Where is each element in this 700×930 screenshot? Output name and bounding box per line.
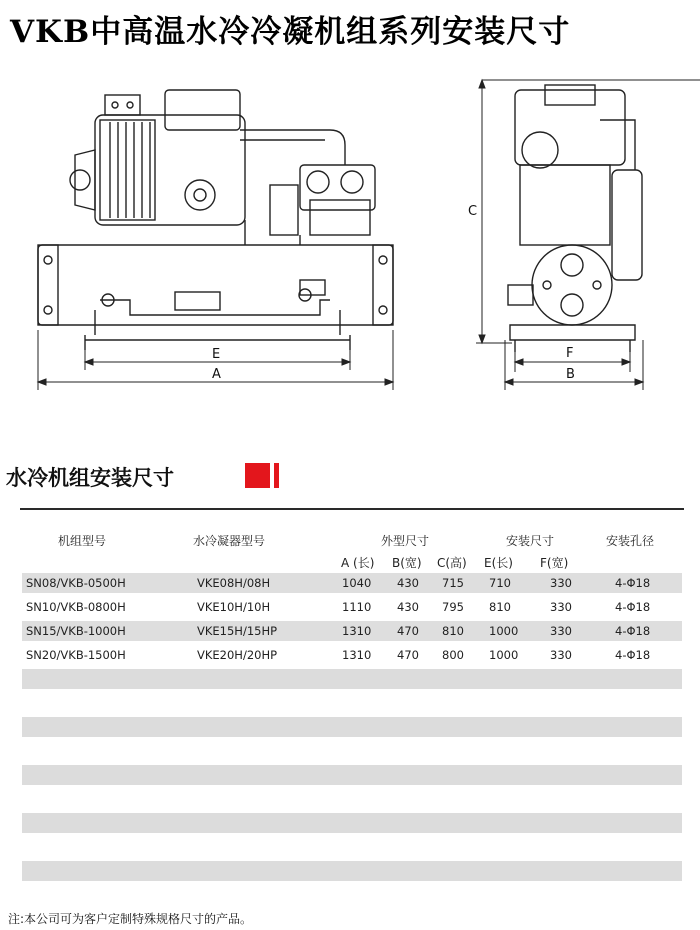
side-view-drawing <box>508 85 642 352</box>
table-row <box>22 573 682 593</box>
dim-f-label: F <box>566 346 574 361</box>
cell-condenser: VKE08H/08H <box>197 576 271 590</box>
cell-model: SN10/VKB-0800H <box>26 600 126 614</box>
table-row <box>22 645 682 665</box>
cell-f: 330 <box>550 600 572 614</box>
cell-e: 710 <box>489 576 511 590</box>
header-outer-size: 外型尺寸 <box>381 534 430 548</box>
empty-row <box>22 717 682 737</box>
red-marker-thin <box>274 463 279 488</box>
table-row <box>22 621 682 641</box>
subheader-c: C(高) <box>437 556 467 570</box>
cell-c: 800 <box>442 648 464 662</box>
cell-model: SN15/VKB-1000H <box>26 624 126 638</box>
cell-c: 715 <box>442 576 464 590</box>
cell-condenser: VKE20H/20HP <box>197 648 278 662</box>
footnote: 注:本公司可为客户定制特殊规格尺寸的产品。 <box>8 912 253 926</box>
cell-b: 430 <box>397 600 419 614</box>
cell-e: 1000 <box>489 648 519 662</box>
empty-row <box>22 861 682 881</box>
cell-b: 470 <box>397 648 419 662</box>
cell-model: SN20/VKB-1500H <box>26 648 126 662</box>
cell-condenser: VKE10H/10H <box>197 600 271 614</box>
section-title: 水冷机组安装尺寸 <box>6 466 174 490</box>
cell-hole: 4-Φ18 <box>615 600 651 614</box>
subheader-b: B(宽) <box>392 556 422 570</box>
cell-f: 330 <box>550 576 572 590</box>
cell-f: 330 <box>550 648 572 662</box>
cell-model: SN08/VKB-0500H <box>26 576 126 590</box>
cell-e: 1000 <box>489 624 519 638</box>
subheader-a: A (长) <box>341 556 375 570</box>
cell-a: 1310 <box>342 624 372 638</box>
cell-hole: 4-Φ18 <box>615 648 651 662</box>
header-model: 机组型号 <box>58 534 107 548</box>
header-hole: 安装孔径 <box>606 534 655 548</box>
subheader-f: F(宽) <box>540 556 569 570</box>
cell-e: 810 <box>489 600 511 614</box>
side-view-dimensions <box>476 80 700 390</box>
cell-hole: 4-Φ18 <box>615 576 651 590</box>
unit-drawings <box>0 60 700 410</box>
page-title: VKB中高温水冷冷凝机组系列安装尺寸 <box>10 14 571 50</box>
cell-b: 470 <box>397 624 419 638</box>
cell-a: 1110 <box>342 600 372 614</box>
header-install-size: 安装尺寸 <box>506 534 555 548</box>
cell-a: 1310 <box>342 648 372 662</box>
cell-hole: 4-Φ18 <box>615 624 651 638</box>
cell-c: 795 <box>442 600 464 614</box>
dim-b-label: B <box>566 367 575 382</box>
dim-a-label: A <box>212 367 221 382</box>
empty-row <box>22 765 682 785</box>
red-marker <box>245 463 270 488</box>
front-view-drawing <box>38 90 393 350</box>
cell-f: 330 <box>550 624 572 638</box>
dim-c-label: C <box>468 204 478 219</box>
empty-row <box>22 813 682 833</box>
subheader-e: E(长) <box>484 556 513 570</box>
dim-e-label: E <box>212 347 221 362</box>
empty-row <box>22 669 682 689</box>
cell-b: 430 <box>397 576 419 590</box>
cell-condenser: VKE15H/15HP <box>197 624 278 638</box>
section-divider <box>20 508 684 510</box>
cell-a: 1040 <box>342 576 372 590</box>
header-condenser: 水冷凝器型号 <box>193 534 266 548</box>
table-row <box>22 597 682 617</box>
cell-c: 810 <box>442 624 464 638</box>
